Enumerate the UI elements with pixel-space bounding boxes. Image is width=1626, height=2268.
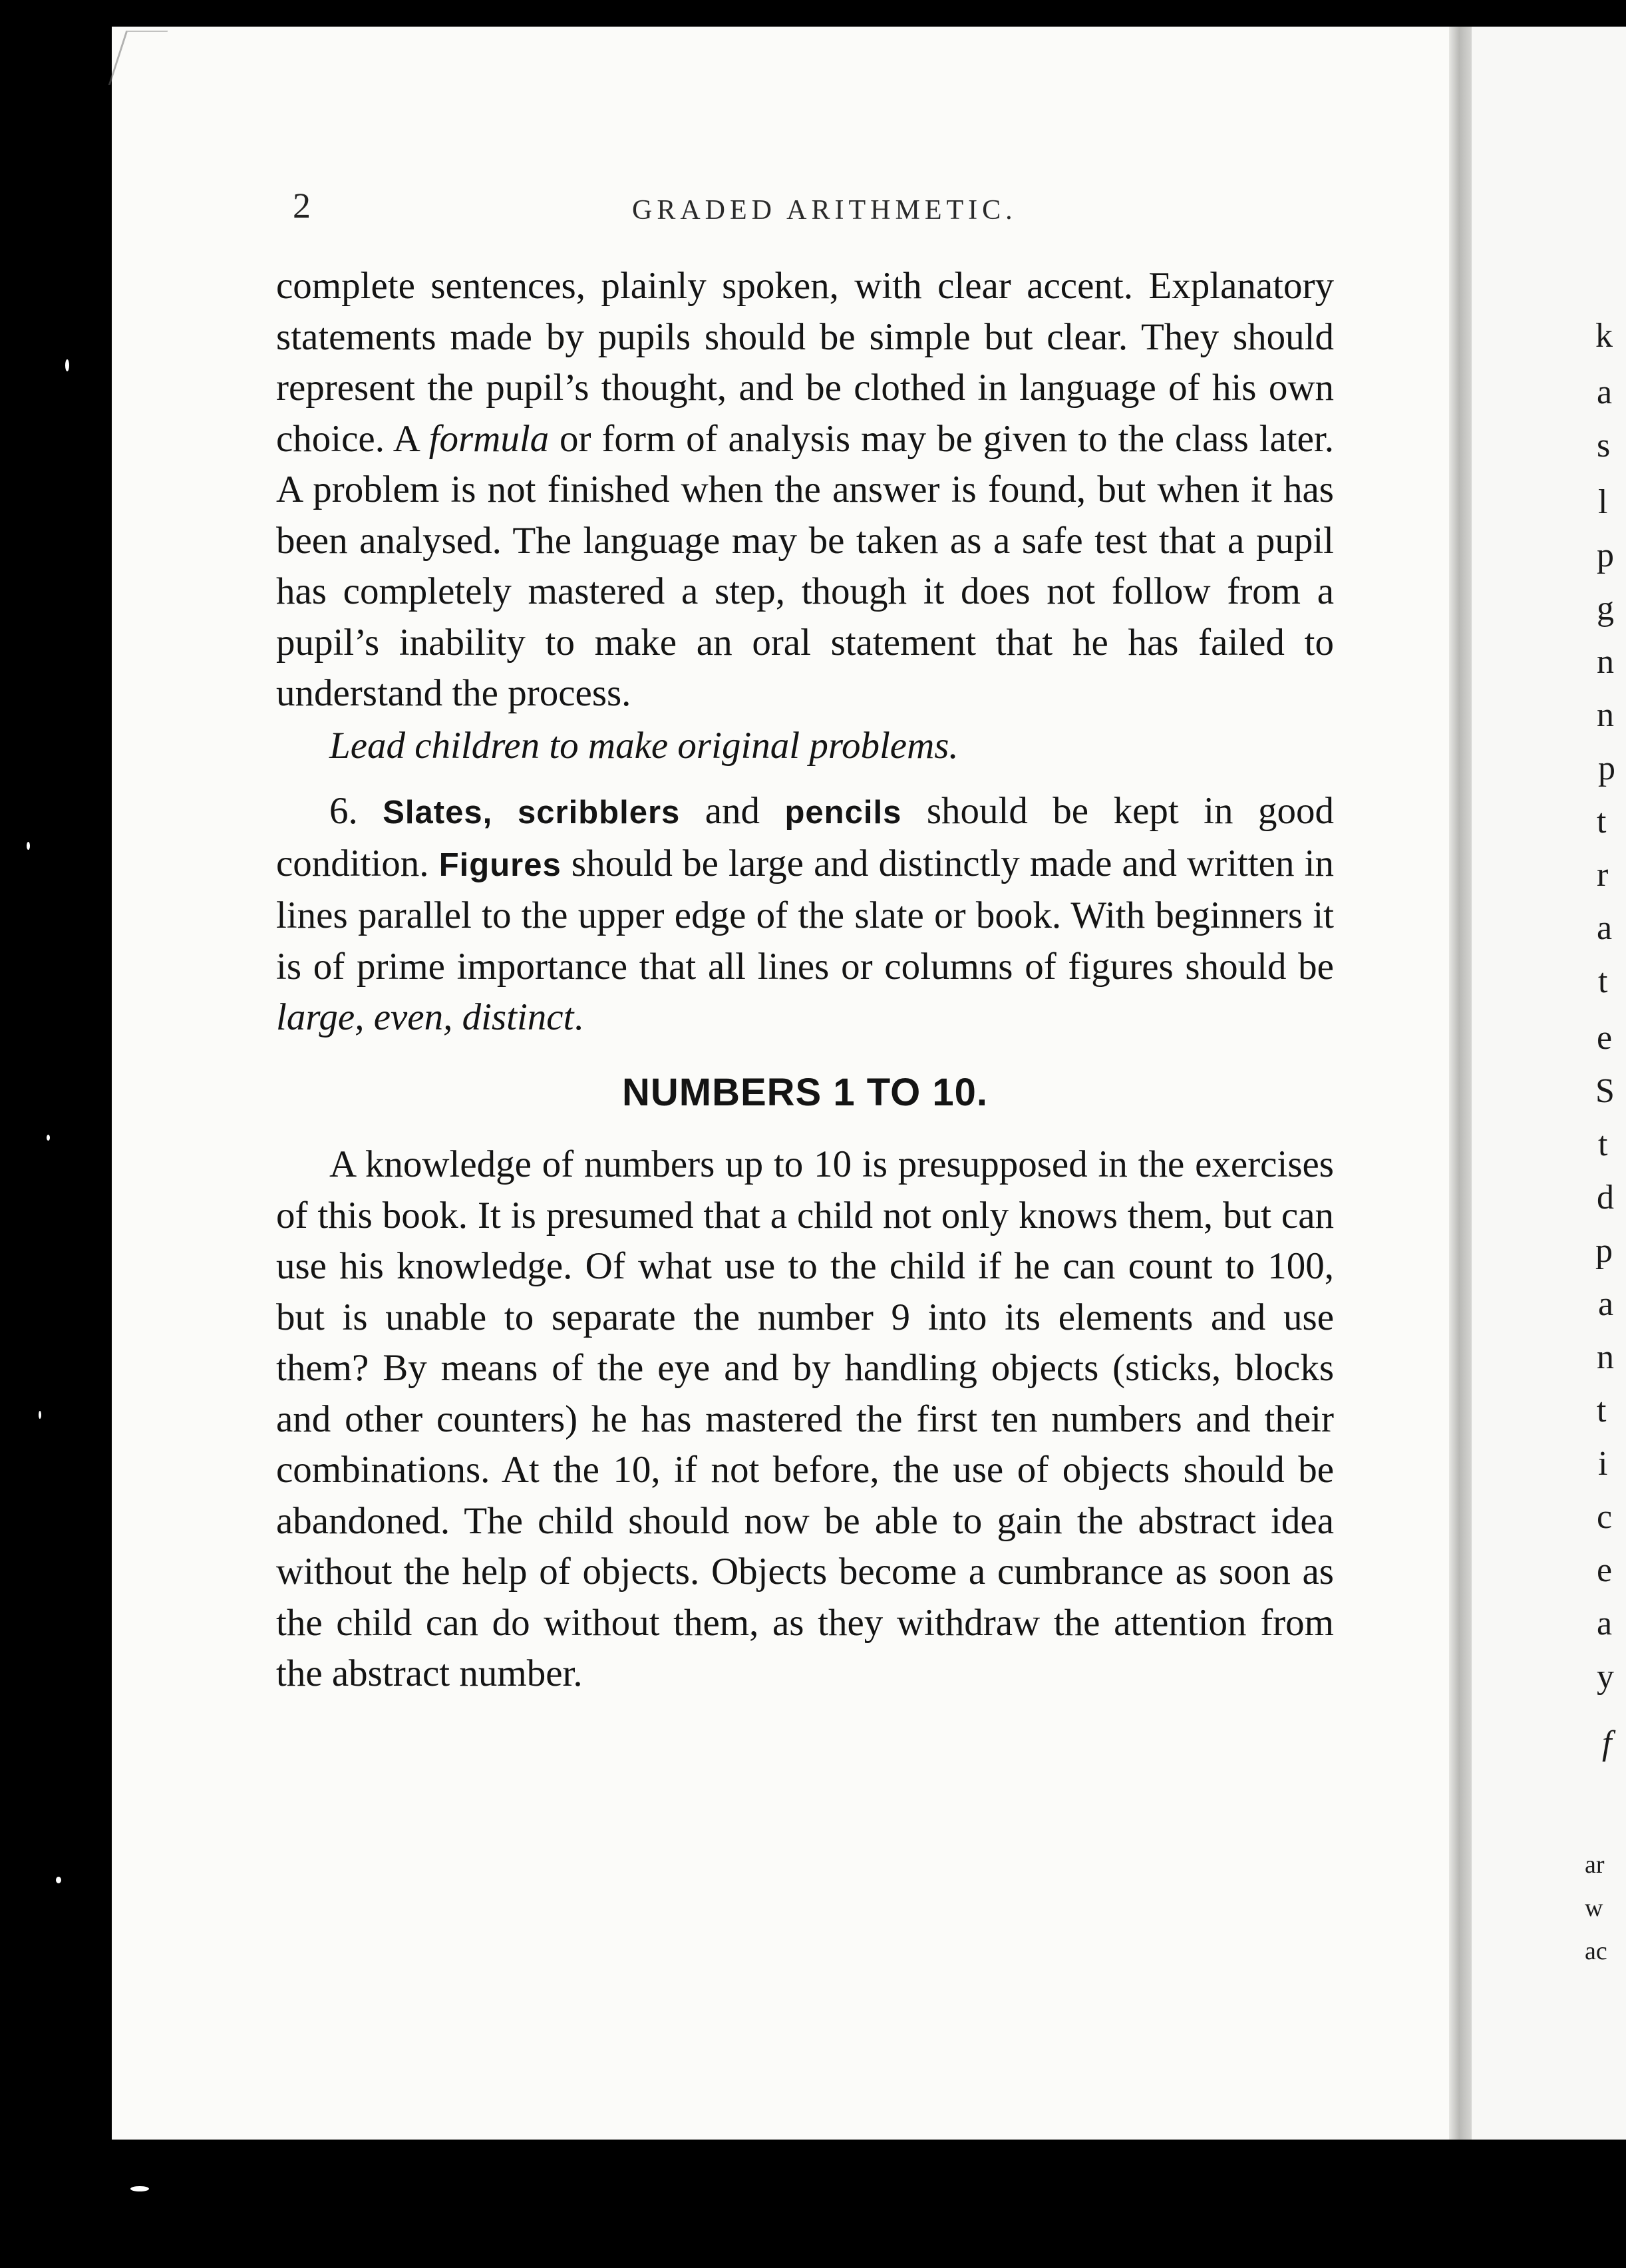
scan-speck xyxy=(47,1135,50,1141)
emphasis-text: large, even, distinct xyxy=(276,996,574,1038)
facing-page-letter: y xyxy=(1597,1658,1614,1696)
facing-page-letter: a xyxy=(1597,909,1613,947)
facing-page-letter: t xyxy=(1597,803,1607,841)
page-gutter xyxy=(1449,27,1472,2140)
facing-page-letter: d xyxy=(1597,1179,1614,1217)
facing-page-letter: e xyxy=(1597,1019,1613,1057)
paragraph-6 xyxy=(276,786,1334,1043)
facing-page-letter: f xyxy=(1602,1724,1612,1762)
facing-page-letter: l xyxy=(1598,483,1608,521)
scan-speck xyxy=(130,2186,149,2191)
facing-page-letter: a xyxy=(1597,373,1613,411)
facing-page-fragment xyxy=(1472,27,1626,2140)
paragraph-text: and xyxy=(680,790,785,832)
body-text xyxy=(276,261,1334,1700)
paragraph-text: complete sentences, plainly spoken, with clear accent. Explanatory statements made by pupils should be simple but clear. They should represent the pupil’s thought, and be clothed in language of his own choice. A xyxy=(276,265,1334,460)
page-header-title: GRADED ARITHMETIC. xyxy=(632,195,1017,226)
section-heading: NUMBERS 1 TO 10. xyxy=(622,1070,988,1114)
facing-page-letter: k xyxy=(1595,317,1613,355)
paragraph-continued xyxy=(276,261,1334,719)
running-head xyxy=(293,185,1424,245)
paragraph-text: should be kept in good condition. xyxy=(276,790,1334,884)
scan-speck xyxy=(56,1877,61,1883)
page-number: 2 xyxy=(293,186,311,226)
lead-instruction: Lead children to make original problems. xyxy=(329,724,959,767)
facing-page-letter: p xyxy=(1597,536,1614,574)
facing-page-letter: i xyxy=(1598,1445,1608,1483)
paragraph-numbers: A knowledge of numbers up to 10 is presupposed in the exercises of this book. It is presumed that a child not only knows them, but can use his knowledge. Of what use to the child if he can count to 100, but is unable to separate the number 9 into its elements and use them? By means of the eye and by handling objects (sticks, blocks and other counters) he has mastered the first ten numbers and their combinations. At the 10, if not before, the use of objects should be abandoned. The child should now be able to gain the abstract idea without the help of objects. Objects become a cumbrance as soon as the child can do without them, as they withdraw the attention from the abstract number. xyxy=(276,1143,1334,1694)
facing-page-letter: e xyxy=(1597,1551,1613,1589)
paragraph-text: or form of analysis may be given to the class later. A problem is not finished when the answer is found, but when it has been analysed. The language may be taken as a safe test that a pupil has completely mastered a step, though it does not follow from a pupil’s inability to make an oral statement that he has failed to understand the process. xyxy=(276,417,1335,714)
facing-page-letter: n xyxy=(1597,1338,1614,1376)
scan-speck xyxy=(27,842,30,850)
facing-page-letter: S xyxy=(1595,1072,1615,1110)
facing-page-letter: n xyxy=(1597,643,1614,681)
scan-speck xyxy=(39,1411,41,1419)
facing-page-letter: g xyxy=(1597,590,1614,628)
facing-page-letter: n xyxy=(1597,696,1614,734)
facing-page-letter: p xyxy=(1598,749,1615,787)
facing-page-letter: t xyxy=(1598,1125,1608,1163)
facing-page-letter: c xyxy=(1597,1498,1613,1536)
facing-page-letter: ar xyxy=(1585,1851,1605,1879)
facing-page-letters xyxy=(1472,27,1626,2140)
facing-page-letter: t xyxy=(1598,962,1608,1000)
paragraph-text: should be large and distinctly made and written in lines parallel to the upper edge of the slate or book. With beginners it is of prime importance that all lines or columns of figures should be xyxy=(276,842,1334,988)
facing-page-letter: ac xyxy=(1585,1937,1607,1965)
formula-term: formula xyxy=(428,417,550,460)
paragraph-number: 6. xyxy=(329,790,383,832)
facing-page-letter: a xyxy=(1598,1285,1614,1323)
facing-page-letter: a xyxy=(1597,1605,1613,1642)
facing-page-letter: w xyxy=(1585,1894,1603,1922)
paragraph-text: . xyxy=(573,996,583,1038)
slates-term: Slates, scribblers xyxy=(383,795,681,831)
figures-term: Figures xyxy=(438,847,562,883)
pencils-term: pencils xyxy=(784,795,902,831)
facing-page-letter: s xyxy=(1597,427,1611,465)
facing-page-letter: r xyxy=(1597,856,1609,894)
facing-page-letter: p xyxy=(1595,1232,1613,1270)
scan-speck xyxy=(65,359,69,371)
facing-page-letter: t xyxy=(1597,1392,1607,1429)
